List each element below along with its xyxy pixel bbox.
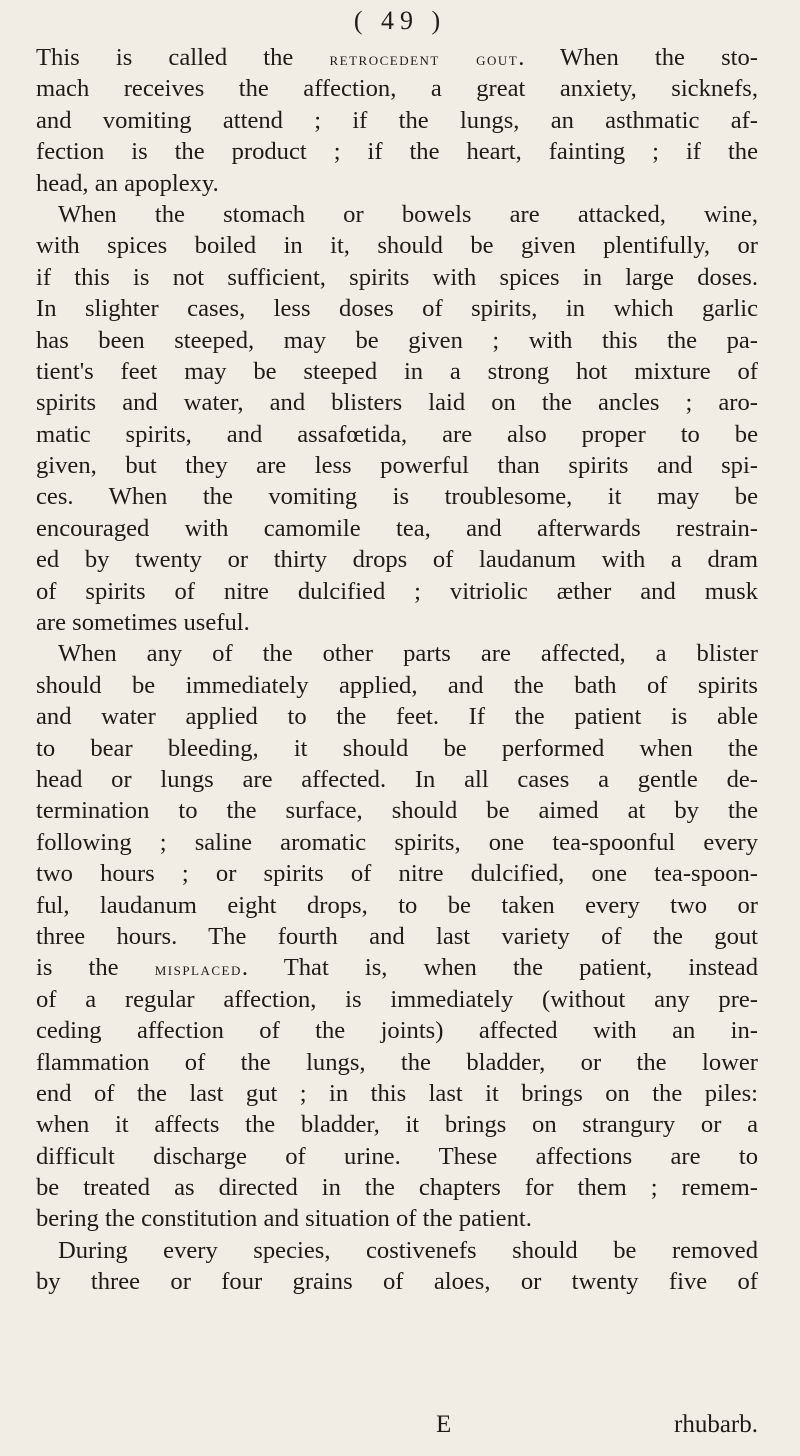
text-line: termination to the surface, should be aimed at by the [36, 797, 758, 825]
text-line: and vomiting attend ; if the lungs, an asthmatic af- [36, 106, 758, 134]
text-line: to bear bleeding, it should be performed when the [36, 734, 758, 762]
text-line: When any of the other parts are affected, a blister [58, 640, 758, 668]
text-line: spirits and water, and blisters laid on the ancles ; aro- [36, 389, 758, 417]
text-line: by three or four grains of aloes, or twenty five of [36, 1268, 758, 1296]
text-line: and water applied to the feet. If the patient is able [36, 703, 758, 731]
text-line: has been steeped, may be given ; with this the pa- [36, 326, 758, 354]
text-line: During every species, costivenefs should be removed [58, 1236, 758, 1264]
text-line: of spirits of nitre dulcified ; vitriolic æther and musk [36, 577, 758, 605]
text-line: encouraged with camomile tea, and afterwards restrain- [36, 514, 758, 542]
text-line: flammation of the lungs, the bladder, or the lower [36, 1048, 758, 1076]
text-line: fection is the product ; if the heart, fainting ; if the [36, 138, 758, 166]
text-line: head or lungs are affected. In all cases a gentle de- [36, 765, 758, 793]
text-line: if this is not sufficient, spirits with spices in large doses. [36, 263, 758, 291]
text-line: end of the last gut ; in this last it brings on the piles: [36, 1079, 758, 1107]
page-number: ( 49 ) [353, 6, 447, 35]
text-line: following ; saline aromatic spirits, one tea-spoonful every [36, 828, 758, 856]
signature-mark: E [436, 1411, 452, 1438]
text-line: three hours. The fourth and last variety of the gout [36, 922, 758, 950]
text-line: ces. When the vomiting is troublesome, it may be [36, 483, 758, 511]
text-line: is the misplaced. That is, when the patient, instead [36, 954, 758, 982]
catchword: rhubarb. [674, 1411, 758, 1438]
text-line: two hours ; or spirits of nitre dulcified, one tea-spoon- [36, 860, 758, 888]
text-line: When the stomach or bowels are attacked, wine, [58, 200, 758, 228]
body-text [36, 42, 758, 1298]
text-line: In slighter cases, less doses of spirits, in which garlic [36, 295, 758, 323]
text-line: ceding affection of the joints) affected with an in- [36, 1017, 758, 1045]
text-line: of a regular affection, is immediately (without any pre- [36, 985, 758, 1013]
text-line: ed by twenty or thirty drops of laudanum with a dram [36, 546, 758, 574]
text-line: bering the constitution and situation of the patient. [36, 1205, 532, 1233]
page-footer [36, 1411, 758, 1445]
text-line: mach receives the affection, a great anxiety, sicknefs, [36, 75, 758, 103]
text-line: be treated as directed in the chapters for them ; remem- [36, 1174, 758, 1202]
text-line: with spices boiled in it, should be given plentifully, or [36, 232, 758, 260]
text-line: when it affects the bladder, it brings on strangury or a [36, 1111, 758, 1139]
text-line: This is called the retrocedent gout. When the sto- [36, 44, 758, 71]
text-line: matic spirits, and assafœtida, are also proper to be [36, 420, 758, 448]
text-line: head, an apoplexy. [36, 169, 219, 197]
text-line: tient's feet may be steeped in a strong hot mixture of [36, 357, 758, 385]
text-line: are sometimes useful. [36, 609, 250, 637]
text-line: ful, laudanum eight drops, to be taken every two or [36, 891, 758, 919]
text-line: given, but they are less powerful than spirits and spi- [36, 452, 758, 480]
text-line: should be immediately applied, and the bath of spirits [36, 671, 758, 699]
text-line: difficult discharge of urine. These affections are to [36, 1142, 758, 1170]
